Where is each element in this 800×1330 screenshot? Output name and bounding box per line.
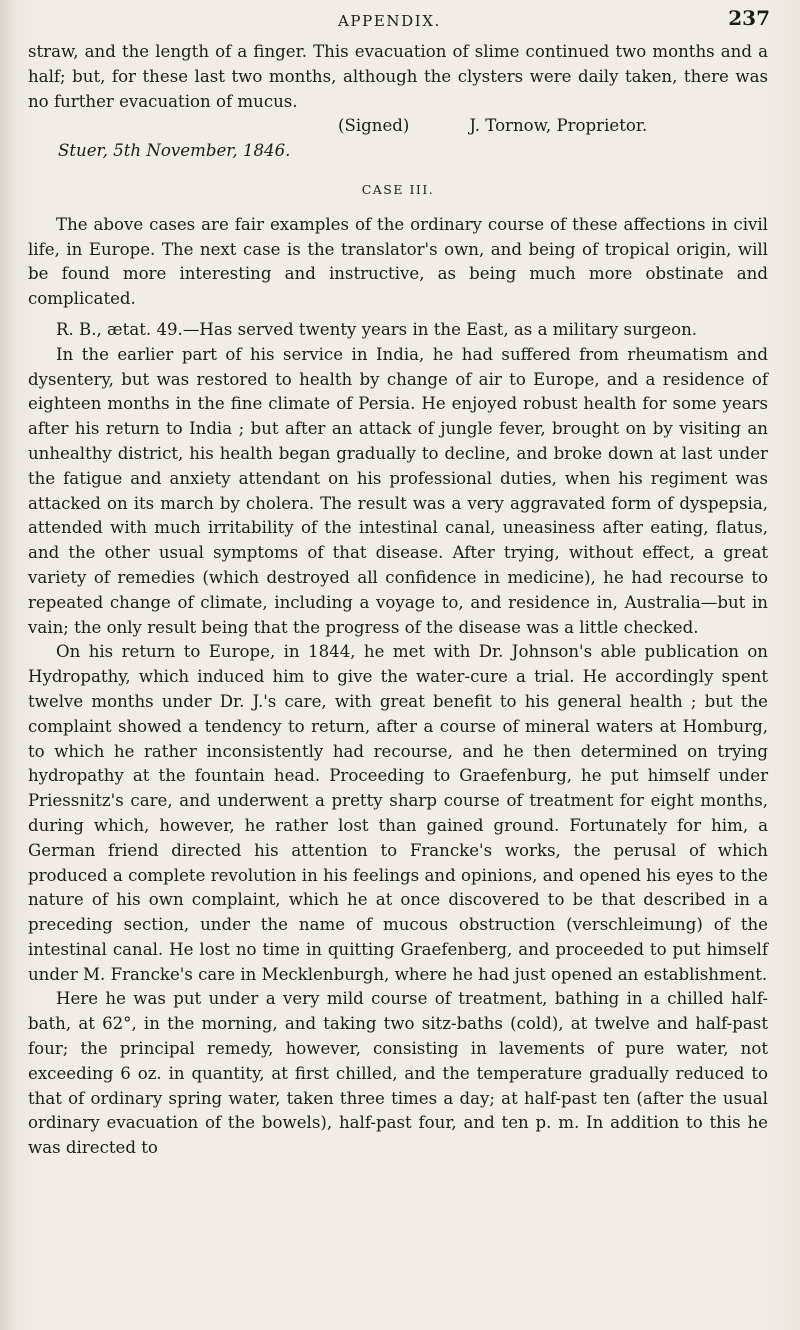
signature-line xyxy=(28,114,768,139)
page-number: 237 xyxy=(728,6,770,30)
paragraph-history: In the earlier part of his service in India, he had suffered from rheumatism and dysentery, but was restored to health by change of air to Europe, and a residence of eighteen months in the fine climate of Persia. He enjoyed robust health for some years after his return to India ; but after an attack of jungle fever, brought on by visiting an unhealthy district, his health began gradually to decline, and broke down at last under the fatigue and anxiety attendant on his professional duties, when his regiment was attacked on its march by cholera. The result was a very aggravated form of dyspepsia, attended with much irritability of the intestinal canal, uneasiness after eating, flatus, and the other usual symptoms of that disease. After trying, without effect, a great variety of remedies (which destroyed all confidence in medicine), he had recourse to repeated change of climate, including a voyage to, and residence in, Australia—but in vain; the only result being that the progress of the disease was a little checked. xyxy=(28,344,768,637)
body-text xyxy=(28,40,768,1161)
signature-label: (Signed) xyxy=(338,116,410,136)
paragraph-treatment: Here he was put under a very mild course of treatment, bathing in a chilled half-bath, at 62°, in the morning, and taking two sitz-baths (cold), at twelve and half-past four; the principal remedy, however, consisting in lavements of pure water, not exceeding 6 oz. in quantity, at first chilled, and the temperature gradually reduced to that of ordinary spring water, taken three times a day; at half-past ten (after the usual ordinary evacuation of the bowels), half-past four, and ten p. m. In addition to this he was directed to xyxy=(28,989,768,1158)
place-date: Stuer, 5th November, 1846. xyxy=(58,141,291,161)
paragraph-patient: R. B., ætat. 49.—Has served twenty years in the East, as a military surgeon. xyxy=(56,319,698,339)
case-heading: CASE III. xyxy=(361,181,435,197)
signature-name: J. Tornow, Proprietor. xyxy=(469,116,648,136)
running-head: APPENDIX. xyxy=(338,12,441,30)
paragraph-continuation: straw, and the length of a finger. This evacuation of slime continued two months and a half; but, for these last two months, although the clysters were daily taken, there was no further evacuation of mucus. xyxy=(28,42,768,111)
paragraph-return: On his return to Europe, in 1844, he met with Dr. Johnson's able publication on Hydropathy, which induced him to give the water-cure a trial. He accordingly spent twelve months under Dr. J.'s care, with great benefit to his general health ; but the complaint showed a tendency to return, after a course of mineral waters at Homburg, to which he rather inconsistently had recourse, and he then determined on trying hydropathy at the fountain head. Proceeding to Graefenburg, he put himself under Priessnitz's care, and underwent a pretty sharp course of treatment for eight months, during which, however, he rather lost than gained ground. Fortunately for him, a German friend directed his attention to Francke's works, the perusal of which produced a complete revolution in his feelings and opinions, and opened his eyes to the nature of his own complaint, which he at once discovered to be that described in a preceding section, under the name of mucous obstruction (verschleimung) of the intestinal canal. He lost no time in quitting Graefenberg, and proceeded to put himself under M. Francke's care in Mecklenburgh, where he had just opened an establishment. xyxy=(28,642,768,984)
page-header xyxy=(0,6,800,38)
paragraph-intro: The above cases are fair examples of the ordinary course of these affections in civil life, in Europe. The next case is the translator's own, and being of tropical origin, will be found more interesting and instructive, as being much more obstinate and complicated. xyxy=(28,214,768,309)
